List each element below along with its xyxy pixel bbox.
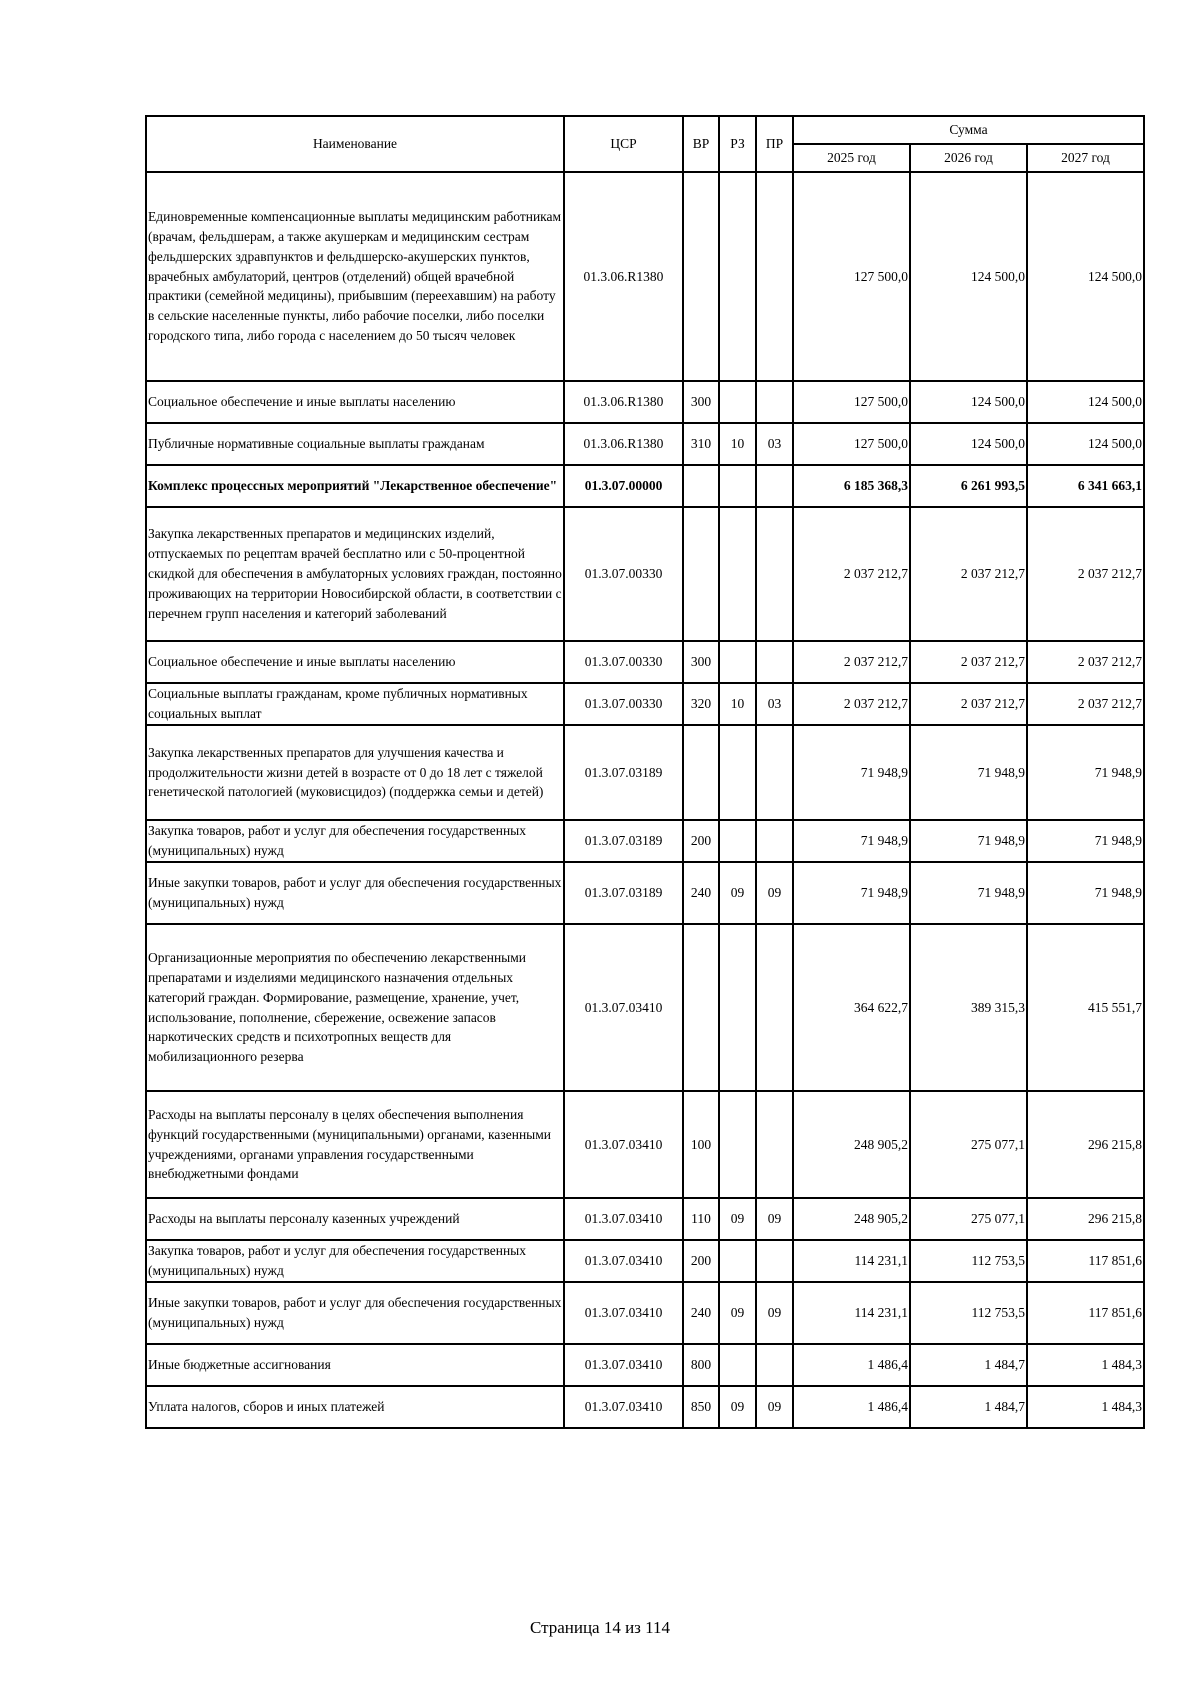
row-vr: 310 [683, 423, 719, 465]
table-row [146, 862, 1144, 924]
row-csr: 01.3.07.03410 [564, 1240, 683, 1282]
table-row [146, 641, 1144, 683]
row-vr [683, 507, 719, 641]
row-vr [683, 924, 719, 1091]
row-sum-2026: 112 753,5 [910, 1282, 1027, 1344]
row-pr [756, 725, 793, 820]
row-sum-2027: 2 037 212,7 [1027, 507, 1144, 641]
row-sum-2026: 1 484,7 [910, 1386, 1027, 1428]
header-csr: ЦСР [564, 116, 683, 172]
row-name: Иные закупки товаров, работ и услуг для обеспечения государственных (муниципальных) нужд [146, 862, 564, 924]
row-vr: 800 [683, 1344, 719, 1386]
row-rz [719, 820, 756, 862]
row-name: Закупка товаров, работ и услуг для обеспечения государственных (муниципальных) нужд [146, 1240, 564, 1282]
row-pr [756, 507, 793, 641]
table-body [146, 172, 1144, 1428]
row-sum-2026: 71 948,9 [910, 725, 1027, 820]
row-sum-2027: 124 500,0 [1027, 381, 1144, 423]
row-sum-2027: 124 500,0 [1027, 423, 1144, 465]
row-rz [719, 465, 756, 507]
row-rz [719, 1091, 756, 1198]
row-sum-2026: 2 037 212,7 [910, 641, 1027, 683]
row-pr: 09 [756, 1386, 793, 1428]
row-name: Комплекс процессных мероприятий "Лекарственное обеспечение" [146, 465, 564, 507]
row-name: Социальное обеспечение и иные выплаты населению [146, 641, 564, 683]
table-row [146, 172, 1144, 381]
row-rz [719, 172, 756, 381]
row-sum-2025: 6 185 368,3 [793, 465, 910, 507]
row-sum-2025: 1 486,4 [793, 1386, 910, 1428]
table-row [146, 1198, 1144, 1240]
header-year-2026: 2026 год [910, 144, 1027, 172]
row-rz [719, 1344, 756, 1386]
row-pr: 03 [756, 683, 793, 725]
header-vr: ВР [683, 116, 719, 172]
row-pr: 09 [756, 1198, 793, 1240]
row-name: Социальное обеспечение и иные выплаты населению [146, 381, 564, 423]
table-row [146, 1344, 1144, 1386]
row-vr: 110 [683, 1198, 719, 1240]
row-sum-2026: 1 484,7 [910, 1344, 1027, 1386]
row-name: Социальные выплаты гражданам, кроме публичных нормативных социальных выплат [146, 683, 564, 725]
row-csr: 01.3.07.03410 [564, 1091, 683, 1198]
row-sum-2025: 364 622,7 [793, 924, 910, 1091]
row-name: Организационные мероприятия по обеспечению лекарственными препаратами и изделиями медицинского назначения отдельных категорий граждан. Формирование, размещение, хранение, учет, использование, пополнение, сбережение, освежение запасов наркотических средств и психотропных веществ для мобилизационного резерва [146, 924, 564, 1091]
table-row [146, 725, 1144, 820]
row-csr: 01.3.07.03189 [564, 725, 683, 820]
row-rz [719, 641, 756, 683]
row-sum-2025: 71 948,9 [793, 725, 910, 820]
row-csr: 01.3.07.03410 [564, 924, 683, 1091]
row-rz [719, 924, 756, 1091]
row-rz: 09 [719, 1282, 756, 1344]
row-sum-2025: 114 231,1 [793, 1282, 910, 1344]
row-sum-2026: 71 948,9 [910, 820, 1027, 862]
row-sum-2026: 71 948,9 [910, 862, 1027, 924]
row-sum-2027: 117 851,6 [1027, 1240, 1144, 1282]
table-row [146, 381, 1144, 423]
table-row [146, 1240, 1144, 1282]
row-sum-2026: 275 077,1 [910, 1198, 1027, 1240]
row-sum-2027: 71 948,9 [1027, 725, 1144, 820]
row-name: Закупка товаров, работ и услуг для обеспечения государственных (муниципальных) нужд [146, 820, 564, 862]
row-sum-2025: 127 500,0 [793, 172, 910, 381]
row-sum-2025: 2 037 212,7 [793, 641, 910, 683]
row-vr: 850 [683, 1386, 719, 1428]
row-sum-2027: 6 341 663,1 [1027, 465, 1144, 507]
row-sum-2027: 1 484,3 [1027, 1386, 1144, 1428]
row-vr [683, 465, 719, 507]
row-sum-2025: 71 948,9 [793, 820, 910, 862]
row-csr: 01.3.07.03410 [564, 1386, 683, 1428]
row-name: Единовременные компенсационные выплаты медицинским работникам (врачам, фельдшерам, а также акушеркам и медицинским сестрам фельдшерских здравпунктов и фельдшерско-акушерских пунктов, врачебных амбулаторий, центров (отделений) общей врачебной практики (семейной медицины), прибывшим (переехавшим) на работу в сельские населенные пункты, либо рабочие поселки, либо поселки городского типа, либо города с населением до 50 тысяч человек [146, 172, 564, 381]
row-csr: 01.3.06.R1380 [564, 423, 683, 465]
header-rz: РЗ [719, 116, 756, 172]
row-sum-2025: 1 486,4 [793, 1344, 910, 1386]
table-row [146, 465, 1144, 507]
row-rz: 10 [719, 423, 756, 465]
row-rz [719, 1240, 756, 1282]
row-rz: 09 [719, 862, 756, 924]
row-sum-2026: 389 315,3 [910, 924, 1027, 1091]
row-name: Закупка лекарственных препаратов для улучшения качества и продолжительности жизни детей в возрасте от 0 до 18 лет с тяжелой генетической патологией (муковисцидоз) (поддержка семьи и детей) [146, 725, 564, 820]
table-row [146, 1091, 1144, 1198]
row-pr [756, 641, 793, 683]
row-sum-2027: 124 500,0 [1027, 172, 1144, 381]
row-vr: 100 [683, 1091, 719, 1198]
row-sum-2027: 71 948,9 [1027, 820, 1144, 862]
row-sum-2027: 2 037 212,7 [1027, 641, 1144, 683]
row-pr [756, 1091, 793, 1198]
row-sum-2026: 6 261 993,5 [910, 465, 1027, 507]
row-sum-2027: 296 215,8 [1027, 1198, 1144, 1240]
row-sum-2025: 2 037 212,7 [793, 683, 910, 725]
page-number: Страница 14 из 114 [529, 1618, 671, 1637]
row-sum-2026: 2 037 212,7 [910, 683, 1027, 725]
row-sum-2027: 2 037 212,7 [1027, 683, 1144, 725]
row-pr [756, 1344, 793, 1386]
row-sum-2025: 248 905,2 [793, 1198, 910, 1240]
row-vr: 200 [683, 820, 719, 862]
row-vr: 240 [683, 862, 719, 924]
row-rz [719, 381, 756, 423]
row-rz: 09 [719, 1386, 756, 1428]
row-sum-2025: 71 948,9 [793, 862, 910, 924]
row-csr: 01.3.07.03189 [564, 862, 683, 924]
row-vr: 320 [683, 683, 719, 725]
row-rz [719, 507, 756, 641]
row-csr: 01.3.07.03410 [564, 1282, 683, 1344]
row-csr: 01.3.07.03410 [564, 1344, 683, 1386]
row-sum-2026: 2 037 212,7 [910, 507, 1027, 641]
row-csr: 01.3.07.00000 [564, 465, 683, 507]
table-row [146, 683, 1144, 725]
row-sum-2027: 1 484,3 [1027, 1344, 1144, 1386]
row-name: Закупка лекарственных препаратов и медицинских изделий, отпускаемых по рецептам врачей бесплатно или с 50-процентной скидкой для обеспечения в амбулаторных условиях граждан, постоянно проживающих на территории Новосибирской области, в соответствии с перечнем групп населения и категорий заболеваний [146, 507, 564, 641]
row-pr [756, 381, 793, 423]
row-sum-2025: 248 905,2 [793, 1091, 910, 1198]
row-pr [756, 820, 793, 862]
row-sum-2026: 124 500,0 [910, 423, 1027, 465]
row-csr: 01.3.07.00330 [564, 507, 683, 641]
row-name: Иные закупки товаров, работ и услуг для обеспечения государственных (муниципальных) нужд [146, 1282, 564, 1344]
row-vr [683, 725, 719, 820]
row-pr: 09 [756, 862, 793, 924]
row-rz [719, 725, 756, 820]
row-vr [683, 172, 719, 381]
row-name: Публичные нормативные социальные выплаты гражданам [146, 423, 564, 465]
row-sum-2027: 415 551,7 [1027, 924, 1144, 1091]
row-csr: 01.3.07.00330 [564, 641, 683, 683]
row-pr: 09 [756, 1282, 793, 1344]
row-pr [756, 172, 793, 381]
row-sum-2025: 127 500,0 [793, 381, 910, 423]
row-name: Иные бюджетные ассигнования [146, 1344, 564, 1386]
header-year-2027: 2027 год [1027, 144, 1144, 172]
table-row [146, 1386, 1144, 1428]
table-row [146, 507, 1144, 641]
row-csr: 01.3.06.R1380 [564, 381, 683, 423]
header-name: Наименование [146, 116, 564, 172]
header-pr: ПР [756, 116, 793, 172]
row-csr: 01.3.06.R1380 [564, 172, 683, 381]
table-row [146, 1282, 1144, 1344]
row-name: Уплата налогов, сборов и иных платежей [146, 1386, 564, 1428]
row-csr: 01.3.07.03410 [564, 1198, 683, 1240]
header-year-2025: 2025 год [793, 144, 910, 172]
row-csr: 01.3.07.00330 [564, 683, 683, 725]
row-vr: 200 [683, 1240, 719, 1282]
budget-table [145, 115, 1145, 1429]
row-csr: 01.3.07.03189 [564, 820, 683, 862]
row-pr [756, 465, 793, 507]
header-sum: Сумма [793, 116, 1144, 144]
row-sum-2026: 275 077,1 [910, 1091, 1027, 1198]
row-pr [756, 924, 793, 1091]
row-sum-2026: 112 753,5 [910, 1240, 1027, 1282]
row-pr [756, 1240, 793, 1282]
row-sum-2027: 296 215,8 [1027, 1091, 1144, 1198]
row-sum-2027: 71 948,9 [1027, 862, 1144, 924]
row-sum-2025: 114 231,1 [793, 1240, 910, 1282]
row-vr: 240 [683, 1282, 719, 1344]
row-sum-2025: 2 037 212,7 [793, 507, 910, 641]
row-sum-2025: 127 500,0 [793, 423, 910, 465]
row-sum-2026: 124 500,0 [910, 172, 1027, 381]
row-vr: 300 [683, 381, 719, 423]
row-vr: 300 [683, 641, 719, 683]
row-rz: 09 [719, 1198, 756, 1240]
table-row [146, 423, 1144, 465]
table-row [146, 924, 1144, 1091]
row-rz: 10 [719, 683, 756, 725]
row-pr: 03 [756, 423, 793, 465]
row-name: Расходы на выплаты персоналу казенных учреждений [146, 1198, 564, 1240]
row-sum-2026: 124 500,0 [910, 381, 1027, 423]
table-row [146, 820, 1144, 862]
row-sum-2027: 117 851,6 [1027, 1282, 1144, 1344]
row-name: Расходы на выплаты персоналу в целях обеспечения выполнения функций государственными (муниципальными) органами, казенными учреждениями, органами управления государственными внебюджетными фондами [146, 1091, 564, 1198]
header-row-top [146, 116, 1144, 144]
